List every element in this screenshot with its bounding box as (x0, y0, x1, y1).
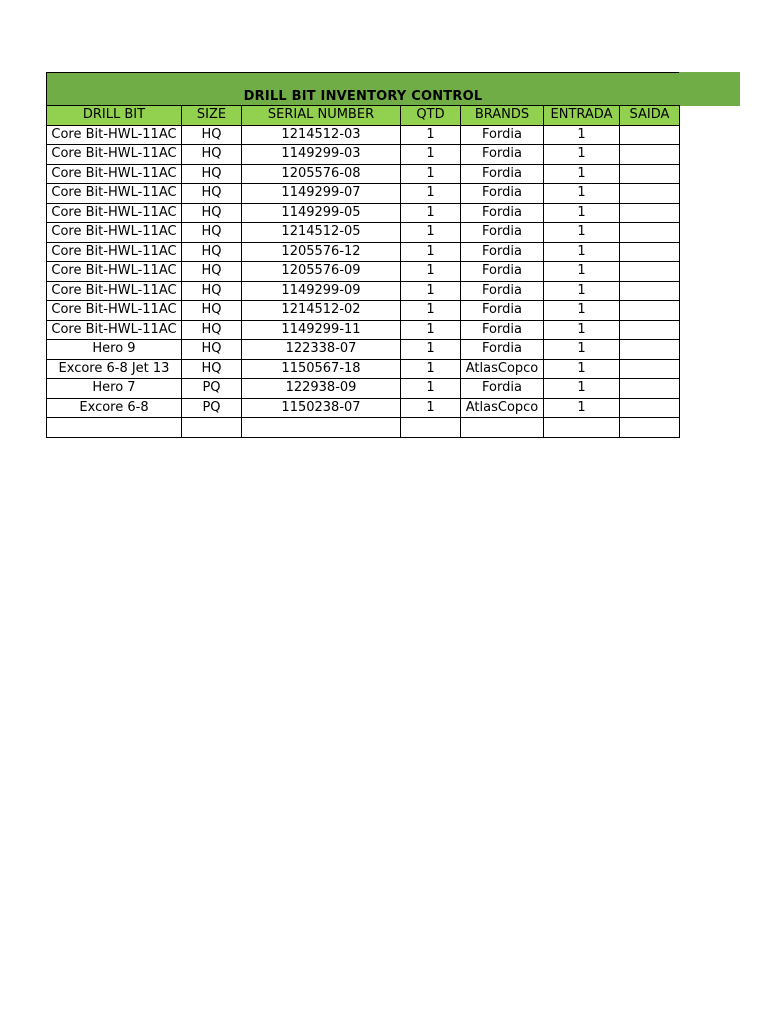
table-row (47, 340, 680, 360)
header-brands[interactable]: BRANDS (461, 106, 544, 126)
cell-drill-bit[interactable]: Hero 9 (47, 340, 182, 360)
cell-size[interactable]: HQ (182, 145, 242, 165)
cell-size[interactable]: HQ (182, 320, 242, 340)
cell-brands[interactable]: Fordia (461, 242, 544, 262)
cell-serial-number[interactable]: 1149299-11 (242, 320, 401, 340)
cell-size[interactable]: HQ (182, 340, 242, 360)
cell-saida[interactable] (620, 242, 680, 262)
cell-serial-number[interactable]: 1214512-05 (242, 223, 401, 243)
cell-brands[interactable]: AtlasCopco (461, 398, 544, 418)
cell-saida[interactable] (620, 320, 680, 340)
cell-brands[interactable]: Fordia (461, 164, 544, 184)
cell-saida[interactable] (620, 379, 680, 399)
cell-entrada[interactable]: 1 (544, 203, 620, 223)
table-row (47, 262, 680, 282)
cell-brands[interactable]: Fordia (461, 223, 544, 243)
cell-entrada[interactable]: 1 (544, 301, 620, 321)
table-row (47, 398, 680, 418)
cell-saida[interactable] (620, 398, 680, 418)
cell-brands[interactable] (461, 418, 544, 438)
table-row (47, 125, 680, 145)
table-row (47, 320, 680, 340)
cell-entrada[interactable]: 1 (544, 320, 620, 340)
cell-serial-number[interactable]: 1214512-02 (242, 301, 401, 321)
cell-entrada[interactable]: 1 (544, 184, 620, 204)
cell-entrada[interactable] (544, 418, 620, 438)
cell-serial-number[interactable]: 1149299-07 (242, 184, 401, 204)
table-row (47, 301, 680, 321)
header-saida[interactable]: SAIDA (620, 106, 680, 126)
cell-saida[interactable] (620, 223, 680, 243)
cell-qtd[interactable] (401, 418, 461, 438)
cell-brands[interactable]: Fordia (461, 262, 544, 282)
cell-serial-number[interactable]: 1205576-12 (242, 242, 401, 262)
cell-entrada[interactable]: 1 (544, 281, 620, 301)
cell-serial-number[interactable]: 1150238-07 (242, 398, 401, 418)
cell-saida[interactable] (620, 262, 680, 282)
cell-saida[interactable] (620, 145, 680, 165)
cell-saida[interactable] (620, 184, 680, 204)
cell-drill-bit[interactable]: Hero 7 (47, 379, 182, 399)
table-row (47, 145, 680, 165)
cell-size[interactable]: HQ (182, 262, 242, 282)
cell-saida[interactable] (620, 359, 680, 379)
cell-brands[interactable]: Fordia (461, 184, 544, 204)
cell-qtd[interactable]: 1 (401, 203, 461, 223)
cell-size[interactable]: HQ (182, 184, 242, 204)
cell-qtd[interactable]: 1 (401, 301, 461, 321)
cell-drill-bit[interactable]: Core Bit-HWL-11AC (47, 262, 182, 282)
cell-entrada[interactable]: 1 (544, 340, 620, 360)
cell-serial-number[interactable]: 1214512-03 (242, 125, 401, 145)
header-serial-number[interactable]: SERIAL NUMBER (242, 106, 401, 126)
cell-size[interactable]: HQ (182, 281, 242, 301)
header-qtd[interactable]: QTD (401, 106, 461, 126)
cell-drill-bit[interactable]: Excore 6-8 (47, 398, 182, 418)
cell-brands[interactable]: Fordia (461, 320, 544, 340)
cell-qtd[interactable]: 1 (401, 223, 461, 243)
cell-brands[interactable]: Fordia (461, 379, 544, 399)
cell-size[interactable]: HQ (182, 164, 242, 184)
cell-qtd[interactable]: 1 (401, 398, 461, 418)
cell-saida[interactable] (620, 301, 680, 321)
cell-brands[interactable]: Fordia (461, 125, 544, 145)
table-row (47, 164, 680, 184)
table-row (47, 203, 680, 223)
header-entrada[interactable]: ENTRADA (544, 106, 620, 126)
cell-drill-bit[interactable]: Core Bit-HWL-11AC (47, 125, 182, 145)
cell-saida[interactable] (620, 164, 680, 184)
cell-drill-bit[interactable]: Core Bit-HWL-11AC (47, 242, 182, 262)
table-row (47, 418, 680, 438)
cell-serial-number[interactable]: 1149299-09 (242, 281, 401, 301)
cell-drill-bit[interactable]: Core Bit-HWL-11AC (47, 184, 182, 204)
header-drill-bit[interactable]: DRILL BIT (47, 106, 182, 126)
cell-serial-number[interactable]: 1149299-05 (242, 203, 401, 223)
cell-brands[interactable]: Fordia (461, 301, 544, 321)
cell-entrada[interactable]: 1 (544, 145, 620, 165)
cell-saida[interactable] (620, 203, 680, 223)
table-row (47, 379, 680, 399)
header-row (47, 106, 680, 126)
table-row (47, 184, 680, 204)
cell-drill-bit[interactable] (47, 418, 182, 438)
cell-brands[interactable]: Fordia (461, 281, 544, 301)
table-row (47, 223, 680, 243)
cell-size[interactable]: HQ (182, 125, 242, 145)
cell-size[interactable]: HQ (182, 359, 242, 379)
cell-size[interactable]: HQ (182, 223, 242, 243)
cell-drill-bit[interactable]: Core Bit-HWL-11AC (47, 320, 182, 340)
cell-size[interactable] (182, 418, 242, 438)
table-row (47, 281, 680, 301)
cell-drill-bit[interactable]: Core Bit-HWL-11AC (47, 164, 182, 184)
cell-qtd[interactable]: 1 (401, 340, 461, 360)
inventory-table (46, 105, 680, 438)
cell-size[interactable]: HQ (182, 203, 242, 223)
cell-serial-number[interactable]: 1205576-09 (242, 262, 401, 282)
cell-entrada[interactable]: 1 (544, 398, 620, 418)
cell-qtd[interactable]: 1 (401, 125, 461, 145)
cell-serial-number[interactable]: 1149299-03 (242, 145, 401, 165)
cell-saida[interactable] (620, 340, 680, 360)
cell-drill-bit[interactable]: Core Bit-HWL-11AC (47, 145, 182, 165)
cell-saida[interactable] (620, 418, 680, 438)
cell-qtd[interactable]: 1 (401, 262, 461, 282)
cell-entrada[interactable]: 1 (544, 379, 620, 399)
cell-brands[interactable]: Fordia (461, 340, 544, 360)
cell-entrada[interactable]: 1 (544, 223, 620, 243)
cell-qtd[interactable]: 1 (401, 320, 461, 340)
cell-size[interactable]: HQ (182, 301, 242, 321)
sheet-title[interactable]: DRILL BIT INVENTORY CONTROL (46, 72, 679, 105)
header-size[interactable]: SIZE (182, 106, 242, 126)
cell-brands[interactable]: Fordia (461, 145, 544, 165)
cell-entrada[interactable]: 1 (544, 125, 620, 145)
cell-drill-bit[interactable]: Core Bit-HWL-11AC (47, 301, 182, 321)
cell-entrada[interactable]: 1 (544, 262, 620, 282)
cell-serial-number[interactable] (242, 418, 401, 438)
cell-drill-bit[interactable]: Core Bit-HWL-11AC (47, 281, 182, 301)
cell-brands[interactable]: AtlasCopco (461, 359, 544, 379)
cell-entrada[interactable]: 1 (544, 242, 620, 262)
cell-serial-number[interactable]: 122938-09 (242, 379, 401, 399)
cell-qtd[interactable]: 1 (401, 359, 461, 379)
cell-saida[interactable] (620, 281, 680, 301)
cell-qtd[interactable]: 1 (401, 184, 461, 204)
cell-drill-bit[interactable]: Excore 6-8 Jet 13 (47, 359, 182, 379)
cell-entrada[interactable]: 1 (544, 359, 620, 379)
cell-qtd[interactable]: 1 (401, 242, 461, 262)
cell-serial-number[interactable]: 1205576-08 (242, 164, 401, 184)
cell-qtd[interactable]: 1 (401, 145, 461, 165)
cell-drill-bit[interactable]: Core Bit-HWL-11AC (47, 203, 182, 223)
cell-serial-number[interactable]: 1150567-18 (242, 359, 401, 379)
table-row (47, 242, 680, 262)
cell-serial-number[interactable]: 122338-07 (242, 340, 401, 360)
cell-qtd[interactable]: 1 (401, 164, 461, 184)
cell-qtd[interactable]: 1 (401, 379, 461, 399)
cell-saida[interactable] (620, 125, 680, 145)
cell-entrada[interactable]: 1 (544, 164, 620, 184)
cell-size[interactable]: HQ (182, 242, 242, 262)
cell-drill-bit[interactable]: Core Bit-HWL-11AC (47, 223, 182, 243)
cell-size[interactable]: PQ (182, 379, 242, 399)
table-row (47, 359, 680, 379)
cell-size[interactable]: PQ (182, 398, 242, 418)
cell-qtd[interactable]: 1 (401, 281, 461, 301)
cell-brands[interactable]: Fordia (461, 203, 544, 223)
